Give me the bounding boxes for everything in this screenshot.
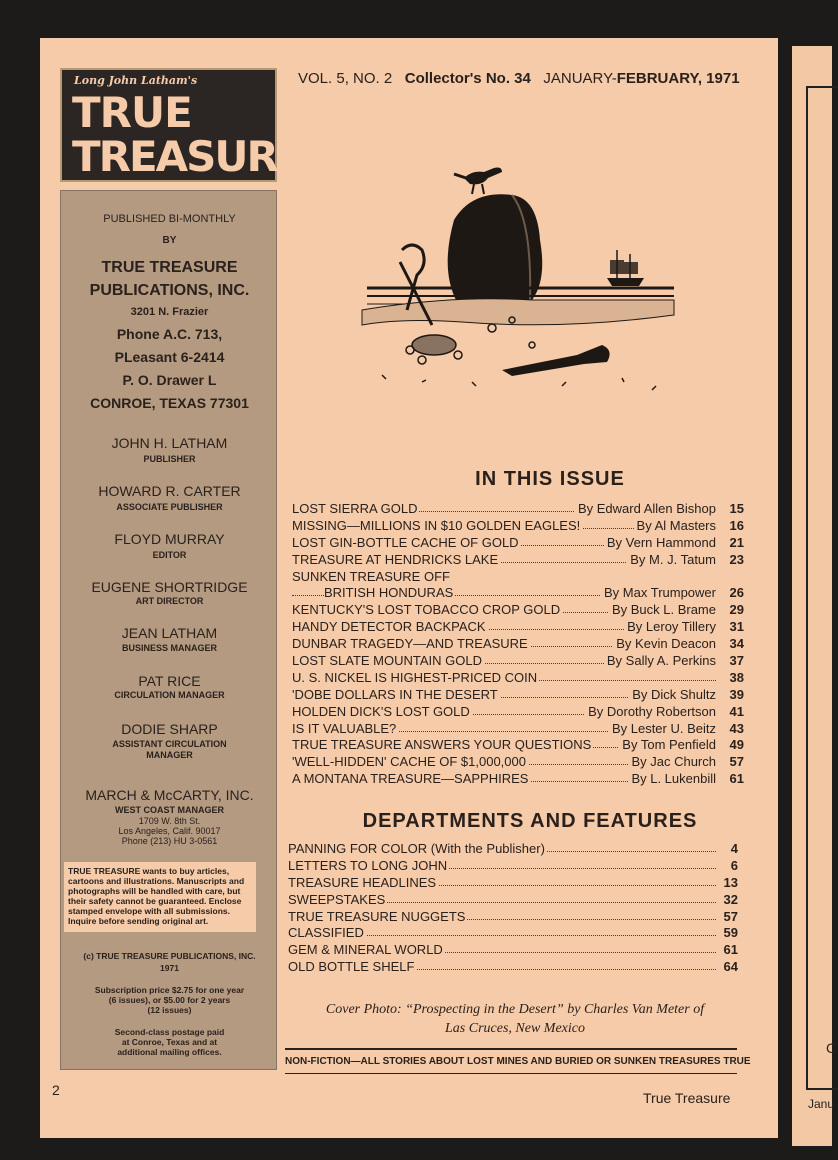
toc-entry: [292, 720, 744, 737]
page-number: 21: [729, 534, 744, 550]
publisher-name-2: PUBLICATIONS, INC.: [89, 282, 250, 299]
page-number: 41: [729, 703, 744, 719]
issue-info: [298, 70, 740, 87]
subscription-line: Subscription price $2.75 for one year: [94, 985, 245, 995]
footer-title: True Treasure: [643, 1090, 731, 1106]
divider-top: [285, 1048, 737, 1050]
publisher-name-1: TRUE TREASURE: [101, 259, 238, 276]
subscription-line: (6 issues), or $5.00 for 2 years: [108, 995, 231, 1005]
staff-role: ASSISTANT CIRCULATION: [112, 739, 227, 749]
page-number: 57: [729, 754, 744, 770]
toc-entry: [292, 534, 744, 551]
page-number: 26: [729, 585, 744, 601]
treasure-illustration: [362, 150, 682, 405]
department-title: OLD BOTTLE SHELF: [288, 959, 415, 975]
toc-entry: [292, 551, 744, 568]
postage-line: at Conroe, Texas and at: [121, 1037, 218, 1047]
publisher-address: 3201 N. Frazier: [130, 306, 209, 318]
page-number: 61: [729, 771, 744, 787]
department-title: LETTERS TO LONG JOHN: [288, 857, 448, 873]
issue-contents: [292, 500, 744, 787]
story-author: By Buck L. Brame: [609, 601, 716, 618]
story-author: By Leroy Tillery: [624, 618, 716, 635]
westcoast-address-2: Los Angeles, Calif. 90017: [118, 826, 221, 836]
facing-page-frame: [806, 86, 838, 1090]
copyright-line: (c) TRUE TREASURE PUBLICATIONS, INC.: [83, 951, 256, 961]
story-author: By Vern Hammond: [604, 534, 716, 551]
staff-name: HOWARD R. CARTER: [98, 483, 241, 499]
staff-role: PUBLISHER: [143, 454, 196, 464]
toc-entry: [292, 517, 744, 534]
department-entry: [288, 857, 738, 874]
toc-entry: [292, 568, 744, 585]
published-frequency: PUBLISHED BI-MONTHLY: [103, 213, 236, 225]
story-title: 'DOBE DOLLARS IN THE DESERT: [292, 686, 498, 702]
department-entry: [288, 958, 738, 975]
page-number: 37: [729, 653, 744, 669]
page-number: 39: [729, 686, 744, 702]
staff-role-cont: MANAGER: [146, 750, 193, 760]
facing-page-footer: Janu: [808, 1097, 835, 1111]
volume-number: VOL. 5, NO. 2: [298, 70, 393, 87]
story-title: A MONTANA TREASURE—SAPPHIRES: [292, 771, 529, 787]
westcoast-phone: Phone (213) HU 3-0561: [121, 836, 218, 846]
story-title: LOST GIN-BOTTLE CACHE OF GOLD: [292, 534, 519, 550]
page-number: 29: [729, 602, 744, 618]
submissions-notice: TRUE TREASURE wants to buy articles, cartoons and illustrations. Manuscripts and photographs will be handled with care, but their safety cannot be guaranteed. Enclose stamped envelope with all submissions. Inquire before sending original art.: [64, 862, 256, 932]
toc-entry: [292, 635, 744, 652]
toc-entry: [292, 618, 744, 635]
story-title: SUNKEN TREASURE OFF: [292, 568, 450, 584]
page-number: 13: [723, 874, 738, 890]
story-title: MISSING—MILLIONS IN $10 GOLDEN EAGLES!: [292, 517, 581, 533]
toc-entry: [292, 500, 744, 517]
department-title: CLASSIFIED: [288, 925, 364, 941]
toc-entry: [292, 601, 744, 618]
publisher-phone-2: PLeasant 6-2414: [114, 349, 225, 365]
department-title: SWEEPSTAKES: [288, 891, 386, 907]
masthead-panel: [60, 190, 277, 1070]
page-number: 34: [729, 636, 744, 652]
department-title: PANNING FOR COLOR (With the Publisher): [288, 841, 545, 856]
story-author: By M. J. Tatum: [627, 551, 716, 568]
story-title: LOST SLATE MOUNTAIN GOLD: [292, 653, 482, 669]
page-number: 15: [729, 501, 744, 516]
story-title: 'WELL-HIDDEN' CACHE OF $1,000,000: [292, 754, 526, 770]
publisher-phone-1: Phone A.C. 713,: [116, 326, 223, 342]
subscription-line: (12 issues): [147, 1005, 192, 1015]
facing-page-letter: C: [826, 1040, 837, 1056]
staff-name: EUGENE SHORTRIDGE: [91, 579, 248, 595]
story-author: By Lester U. Beitz: [609, 720, 716, 737]
cover-photo-credit: [290, 1000, 740, 1038]
collector-number: Collector's No. 34: [404, 70, 531, 87]
department-title: TRUE TREASURE NUGGETS: [288, 908, 466, 924]
story-title: HOLDEN DICK'S LOST GOLD: [292, 703, 470, 719]
staff-role: ASSOCIATE PUBLISHER: [116, 502, 223, 512]
story-author: By Sally A. Perkins: [604, 652, 716, 669]
story-title: TRUE TREASURE ANSWERS YOUR QUESTIONS: [292, 737, 592, 753]
issue-date-start: JANUARY-: [543, 70, 617, 87]
magazine-logo: [60, 68, 304, 182]
logo-tagline: Long John Latham's: [74, 74, 198, 87]
page-number: 49: [729, 737, 744, 753]
page-number: 59: [723, 925, 738, 941]
toc-entry: [292, 736, 744, 753]
issue-heading: IN THIS ISSUE: [475, 468, 625, 490]
story-author: By Jac Church: [628, 753, 716, 770]
staff-name: JOHN H. LATHAM: [111, 435, 228, 451]
page-number: 38: [729, 669, 744, 685]
publisher-city: CONROE, TEXAS 77301: [90, 395, 249, 411]
page-number: 61: [723, 942, 738, 958]
cover-credit-line-2: Las Cruces, New Mexico: [445, 1021, 585, 1036]
story-author: By Al Masters: [634, 517, 716, 534]
page-number: 16: [729, 517, 744, 533]
postage-line: additional mailing offices.: [117, 1047, 222, 1057]
staff-name: PAT RICE: [138, 673, 201, 689]
department-title: TREASURE HEADLINES: [288, 874, 437, 890]
story-author: By Dorothy Robertson: [585, 703, 716, 720]
departments-list: [288, 840, 738, 975]
department-entry: [288, 924, 738, 941]
department-entry: [288, 908, 738, 925]
nonfiction-statement: NON-FICTION—ALL STORIES ABOUT LOST MINES AND BURIED OR SUNKEN TREASURES TRUE: [285, 1056, 751, 1067]
department-entry: [288, 874, 738, 891]
departments-heading: DEPARTMENTS AND FEATURES: [362, 810, 698, 832]
page-number: 6: [730, 857, 738, 873]
westcoast-address-1: 1709 W. 8th St.: [138, 816, 201, 826]
logo-line-2: TREASURE: [72, 132, 304, 181]
story-author: By Max Trumpower: [601, 584, 716, 601]
westcoast-role: WEST COAST MANAGER: [115, 805, 224, 815]
story-author: By Dick Shultz: [629, 686, 716, 703]
staff-name: FLOYD MURRAY: [114, 531, 225, 547]
story-title: BRITISH HONDURAS: [324, 585, 454, 601]
story-title: TREASURE AT HENDRICKS LAKE: [292, 551, 499, 567]
department-title: GEM & MINERAL WORLD: [288, 942, 443, 958]
toc-entry: [292, 584, 744, 601]
staff-role: BUSINESS MANAGER: [121, 643, 217, 653]
publisher-box: P. O. Drawer L: [122, 372, 217, 388]
staff-role: EDITOR: [152, 550, 187, 560]
story-author: By L. Lukenbill: [628, 770, 716, 787]
story-title: IS IT VALUABLE?: [292, 720, 397, 736]
department-entry: [288, 941, 738, 958]
story-title: U. S. NICKEL IS HIGHEST-PRICED COIN: [292, 669, 538, 685]
cover-credit-line-1: Cover Photo: “Prospecting in the Desert” by Charles Van Meter of: [325, 1002, 705, 1017]
toc-entry: [292, 703, 744, 720]
issue-date-end: FEBRUARY, 1971: [616, 70, 740, 87]
staff-role: CIRCULATION MANAGER: [114, 690, 225, 700]
department-entry: [288, 840, 738, 857]
staff-name: DODIE SHARP: [121, 721, 218, 737]
story-author: By Edward Allen Bishop: [575, 500, 716, 517]
page-number: 32: [723, 891, 738, 907]
logo-line-1: TRUE: [72, 88, 192, 137]
story-title: LOST SIERRA GOLD: [292, 501, 418, 516]
toc-entry: [292, 669, 744, 686]
page-number: 4: [730, 841, 738, 856]
staff-role: ART DIRECTOR: [135, 596, 204, 606]
toc-entry: [292, 753, 744, 770]
story-title: KENTUCKY'S LOST TOBACCO CROP GOLD: [292, 602, 561, 618]
postage-line: Second-class postage paid: [114, 1027, 225, 1037]
divider-bottom: [285, 1073, 737, 1074]
page-number-footer: 2: [52, 1082, 60, 1098]
copyright-year: 1971: [160, 963, 179, 973]
toc-entry: [292, 652, 744, 669]
story-author: By Kevin Deacon: [613, 635, 716, 652]
department-entry: [288, 891, 738, 908]
page-number: 57: [723, 908, 738, 924]
toc-entry: [292, 686, 744, 703]
story-author: By Tom Penfield: [619, 736, 716, 753]
page-number: 23: [729, 551, 744, 567]
page-number: 31: [729, 619, 744, 635]
story-title: HANDY DETECTOR BACKPACK: [292, 619, 486, 635]
page-number: 43: [729, 720, 744, 736]
published-by: BY: [162, 235, 177, 246]
westcoast-name: MARCH & McCARTY, INC.: [85, 787, 254, 803]
page-number: 64: [723, 959, 738, 975]
toc-entry: [292, 770, 744, 787]
staff-name: JEAN LATHAM: [121, 625, 218, 641]
story-title: DUNBAR TRAGEDY—AND TREASURE: [292, 636, 528, 652]
